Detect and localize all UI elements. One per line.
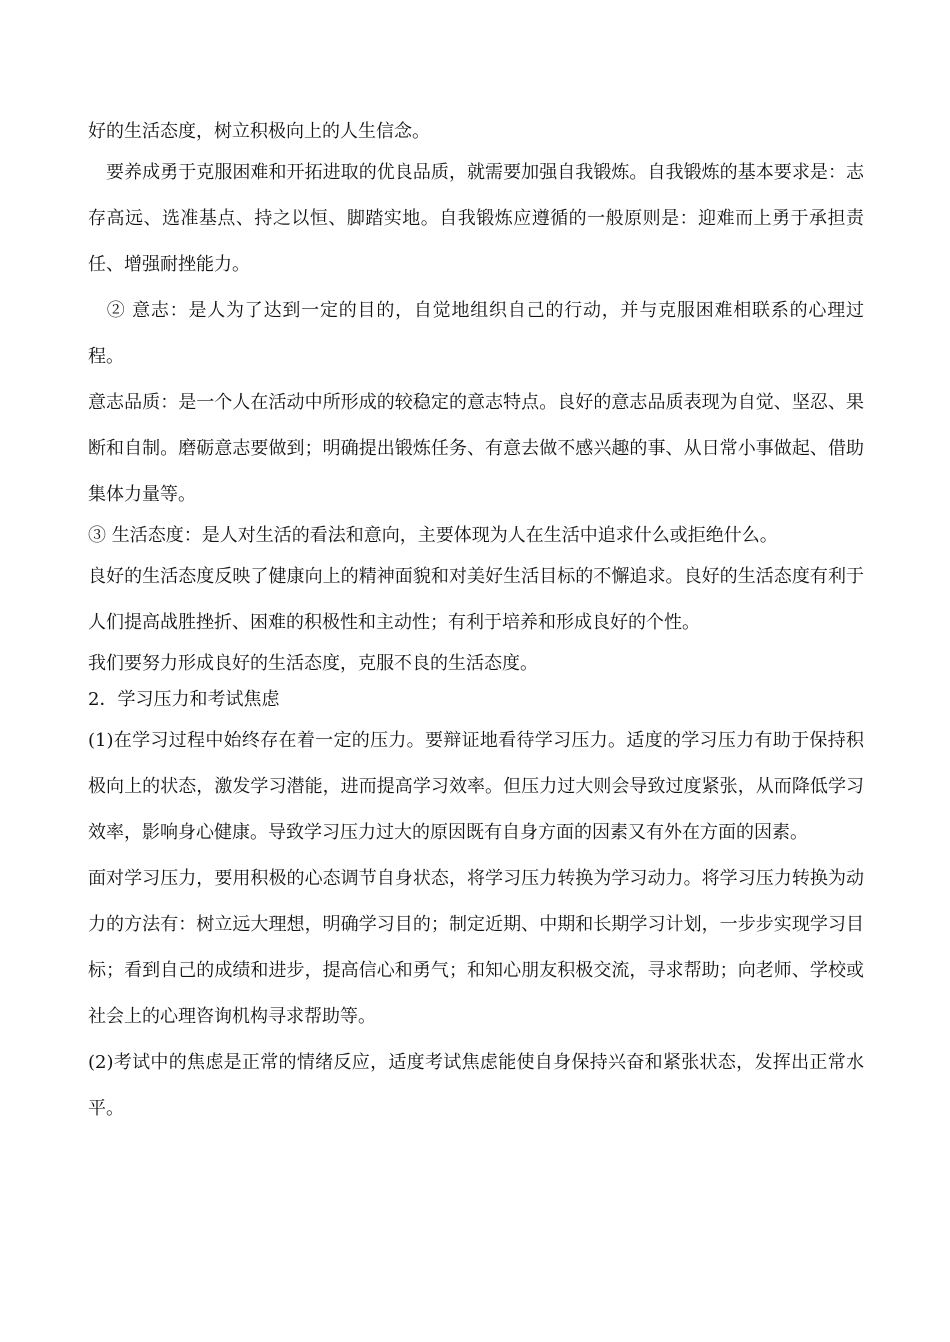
paragraph-exam-anxiety-2: (2)考试中的焦虑是正常的情绪反应，适度考试焦虑能使自身保持兴奋和紧张状态，发挥出正常水平。 (88, 1052, 864, 1119)
document-body (88, 114, 864, 1132)
paragraph-self-training: 要养成勇于克服困难和开拓进取的优良品质，就需要加强自我锻炼。自我锻炼的基本要求是：志存高远、选准基点、持之以恒、脚踏实地。自我锻炼应遵循的一般原则是：迎难而上勇于承担责任、增强耐挫能力。 (88, 162, 864, 275)
paragraph-form-good-attitude: 我们要努力形成良好的生活态度，克服不良的生活态度。 (88, 653, 538, 674)
paragraph-good-life-attitude: 良好的生活态度反映了健康向上的精神面貌和对美好生活目标的不懈追求。良好的生活态度有利于人们提高战胜挫折、困难的积极性和主动性；有利于培养和形成良好的个性。 (88, 566, 864, 633)
paragraph-will-quality: 意志品质：是一个人在活动中所形成的较稳定的意志特点。良好的意志品质表现为自觉、坚忍、果断和自制。磨砺意志要做到；明确提出锻炼任务、有意去做不感兴趣的事、从日常小事做起、借助集体力量等。 (88, 392, 864, 505)
section-heading-study-pressure: 2．学习压力和考试焦虑 (88, 689, 280, 710)
paragraph-life-attitude-intro: 好的生活态度，树立积极向上的人生信念。 (88, 121, 430, 142)
paragraph-will-definition: ② 意志：是人为了达到一定的目的，自觉地组织自己的行动，并与克服困难相联系的心理过程。 (88, 300, 864, 367)
paragraph-life-attitude-definition: ③ 生活态度：是人对生活的看法和意向，主要体现为人在生活中追求什么或拒绝什么。 (88, 525, 778, 546)
paragraph-study-pressure-1: (1)在学习过程中始终存在着一定的压力。要辩证地看待学习压力。适度的学习压力有助于保持积极向上的状态，激发学习潜能，进而提高学习效率。但压力过大则会导致过度紧张，从而降低学习效率，影响身心健康。导致学习压力过大的原因既有自身方面的因素又有外在方面的因素。 (88, 730, 864, 843)
paragraph-study-pressure-methods: 面对学习压力，要用积极的心态调节自身状态，将学习压力转换为学习动力。将学习压力转换为动力的方法有：树立远大理想，明确学习目的；制定近期、中期和长期学习计划，一步步实现学习目标；看到自己的成绩和进步，提高信心和勇气；和知心朋友积极交流，寻求帮助；向老师、学校或社会上的心理咨询机构寻求帮助等。 (88, 868, 864, 1027)
